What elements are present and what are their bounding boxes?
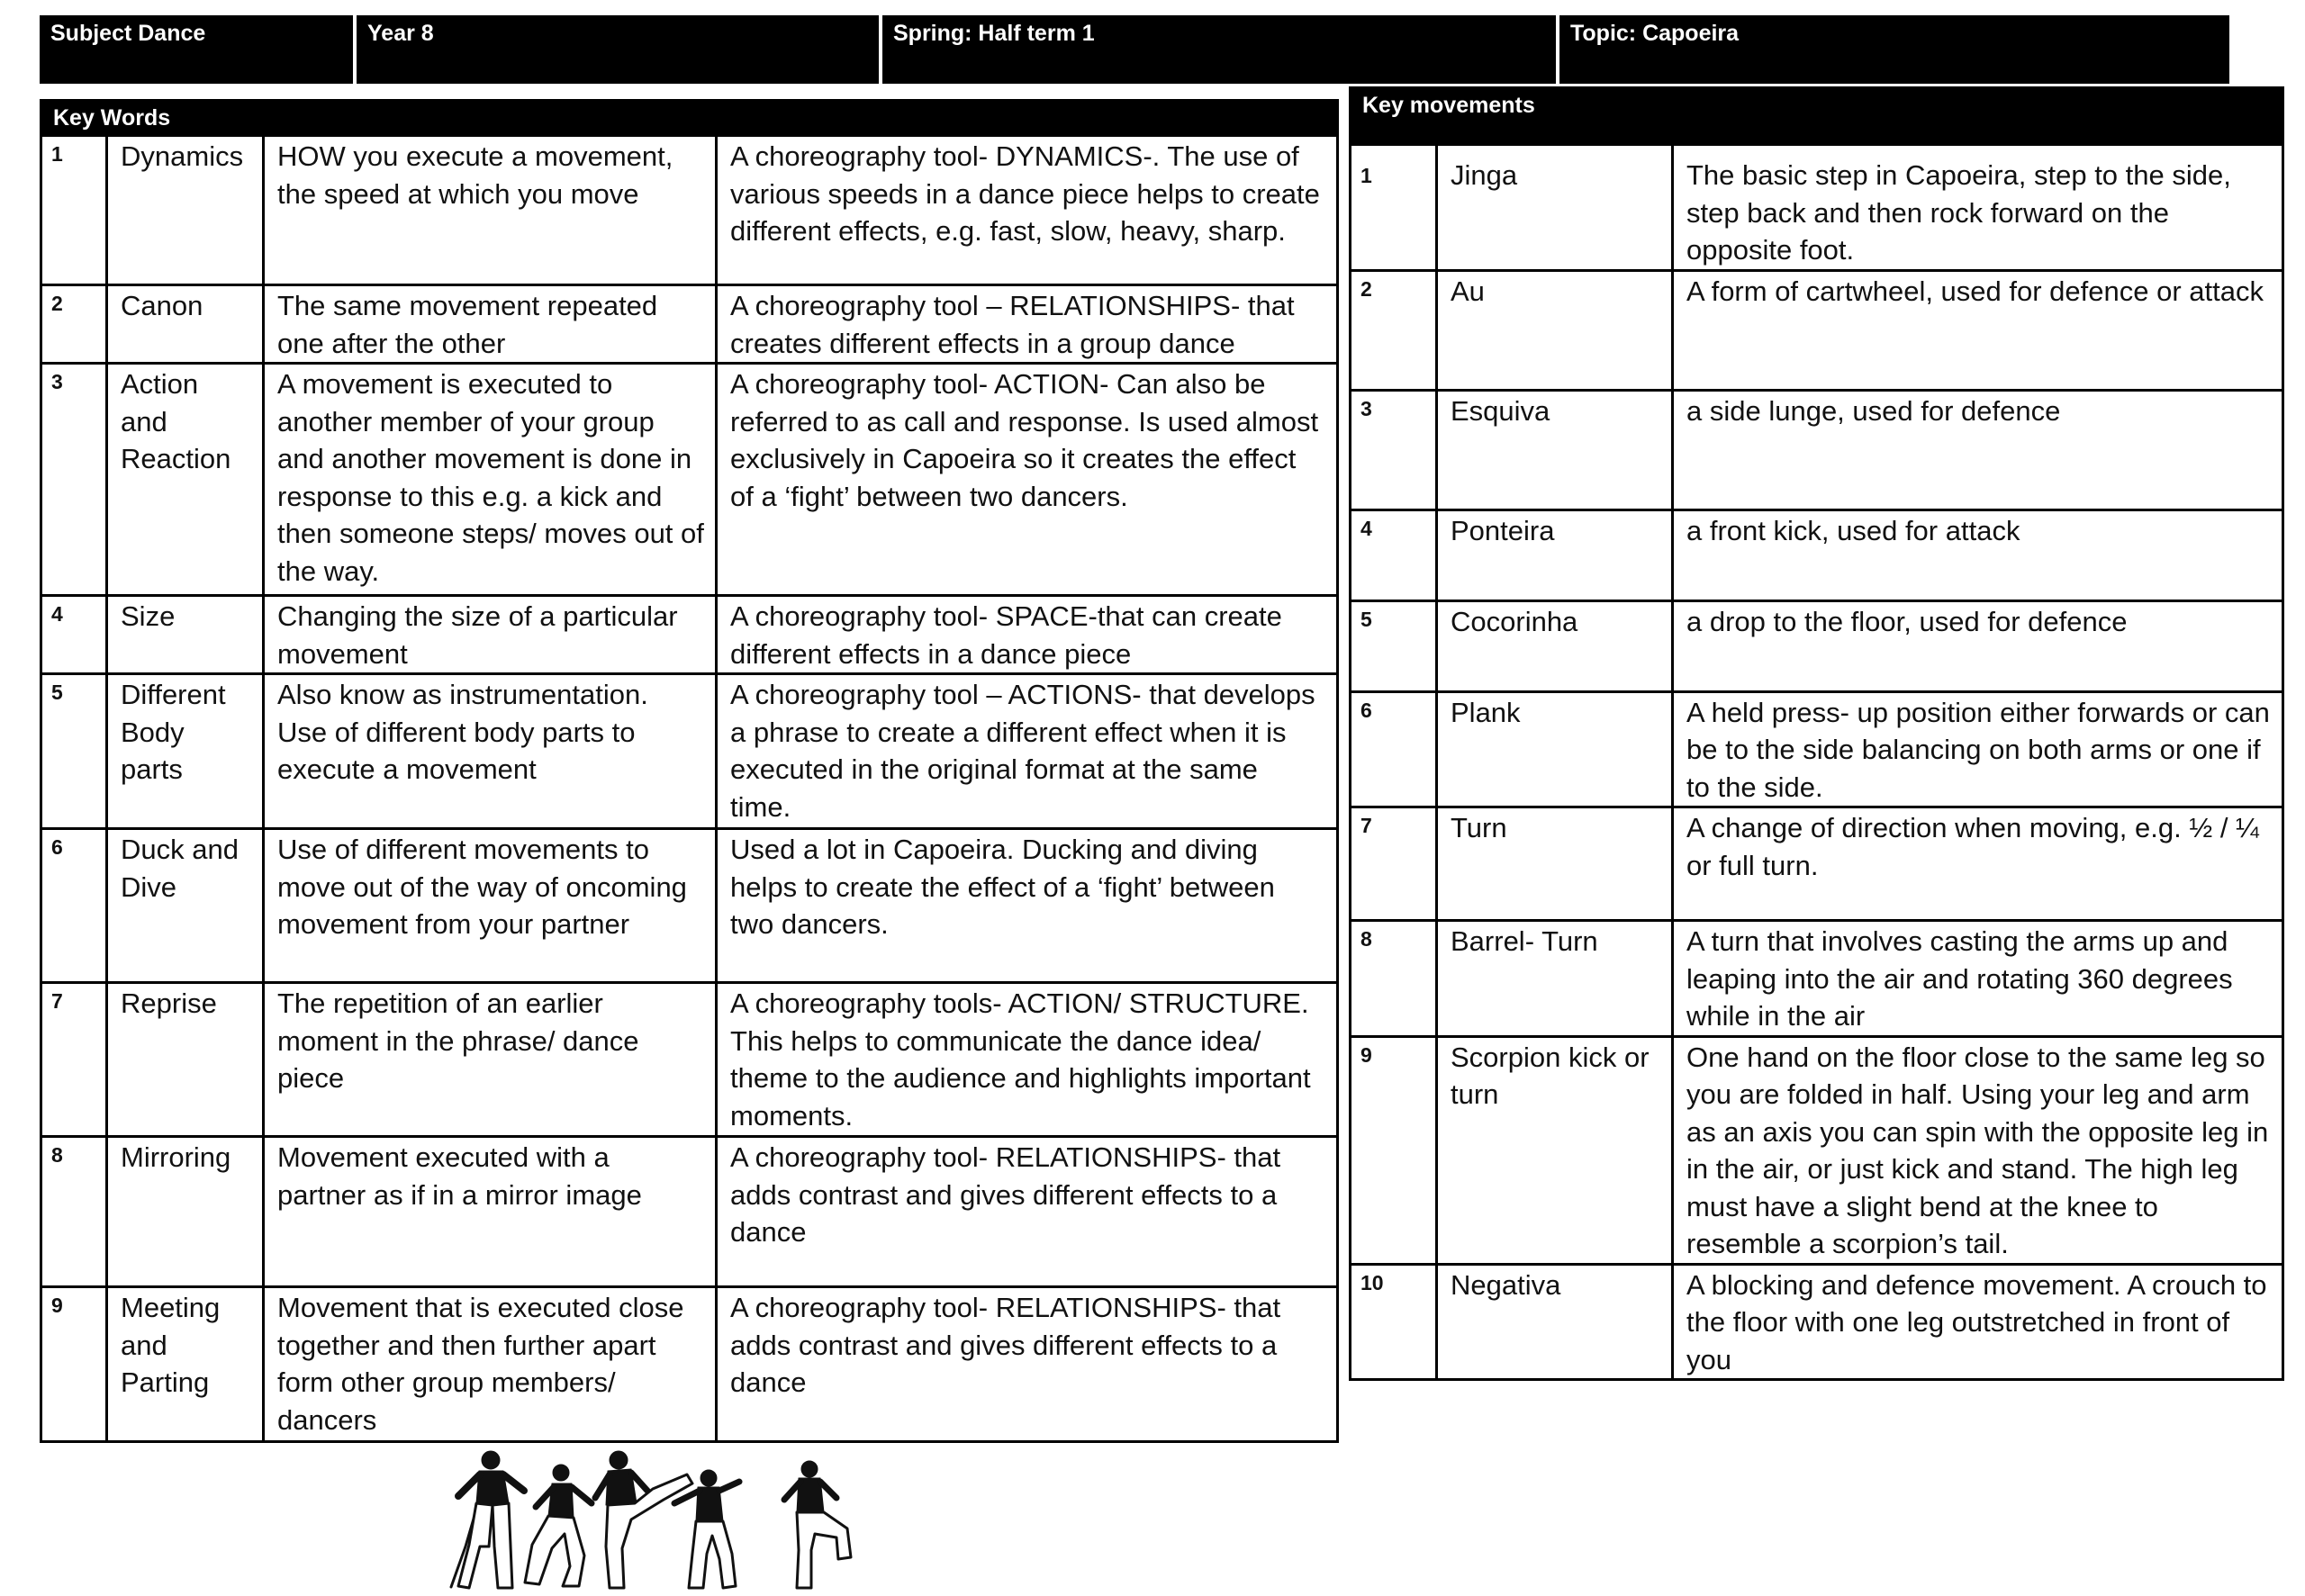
key-word-term: Dynamics — [107, 136, 264, 285]
row-number: 10 — [1351, 1264, 1437, 1380]
row-number: 5 — [41, 674, 107, 829]
key-movements-header — [1351, 88, 2283, 145]
movement-description: A held press- up position either forwards or can be to the side balancing on both arms or one if to the side. — [1673, 691, 2283, 807]
key-word-definition: Also know as instrumentation. Use of different body parts to execute a movement — [264, 674, 717, 829]
table-row — [41, 285, 1338, 364]
movement-description: A form of cartwheel, used for defence or attack — [1673, 270, 2283, 390]
table-row — [41, 983, 1338, 1137]
row-number: 7 — [1351, 807, 1437, 921]
key-word-tool: A choreography tools- ACTION/ STRUCTURE. This helps to communicate the dance idea/ theme to the audience and highlights important moments. — [717, 983, 1338, 1137]
row-number: 2 — [41, 285, 107, 364]
subject-label: Subject Dance — [40, 15, 357, 84]
movement-name: Esquiva — [1437, 390, 1673, 509]
row-number: 1 — [41, 136, 107, 285]
row-number: 3 — [1351, 390, 1437, 509]
capoeira-dancers-icon — [438, 1447, 853, 1596]
movement-description: One hand on the floor close to the same leg so you are folded in half. Using your leg and arm as an axis you can spin with the opposite leg in in the air, or just kick and stand. The high leg must have a slight bend at the knee to resemble a scorpion’s tail. — [1673, 1036, 2283, 1264]
movement-description: a front kick, used for attack — [1673, 509, 2283, 600]
key-word-term: Reprise — [107, 983, 264, 1137]
key-word-tool: Used a lot in Capoeira. Ducking and diving helps to create the effect of a ‘fight’ between two dancers. — [717, 829, 1338, 983]
movement-name: Cocorinha — [1437, 600, 1673, 691]
table-row — [41, 136, 1338, 285]
key-word-tool: A choreography tool – ACTIONS- that develops a phrase to create a different effect when it is executed in the original format at the same time. — [717, 674, 1338, 829]
key-word-tool: A choreography tool- DYNAMICS-. The use of various speeds in a dance piece helps to create different effects, e.g. fast, slow, heavy, sharp. — [717, 136, 1338, 285]
table-row — [1351, 600, 2283, 691]
key-word-tool: A choreography tool- SPACE-that can create different effects in a dance piece — [717, 596, 1338, 674]
table-row — [41, 596, 1338, 674]
table-row — [1351, 270, 2283, 390]
movement-name: Turn — [1437, 807, 1673, 921]
movement-description: A turn that involves casting the arms up and leaping into the air and rotating 360 degrees while in the air — [1673, 921, 2283, 1037]
table-row — [1351, 691, 2283, 807]
key-word-definition: Use of different movements to move out of the way of oncoming movement from your partner — [264, 829, 717, 983]
key-word-term: Meeting and Parting — [107, 1287, 264, 1442]
term-label: Spring: Half term 1 — [882, 15, 1559, 84]
row-number: 6 — [41, 829, 107, 983]
key-word-tool: A choreography tool – RELATIONSHIPS- that creates different effects in a group dance — [717, 285, 1338, 364]
row-number: 8 — [1351, 921, 1437, 1037]
key-word-definition: The same movement repeated one after the other — [264, 285, 717, 364]
header-bar — [40, 15, 2229, 84]
row-number: 2 — [1351, 270, 1437, 390]
movement-name: Barrel- Turn — [1437, 921, 1673, 1037]
row-number: 9 — [1351, 1036, 1437, 1264]
table-row — [1351, 145, 2283, 271]
key-word-definition: HOW you execute a movement, the speed at which you move — [264, 136, 717, 285]
movement-name: Jinga — [1437, 145, 1673, 271]
movement-name: Ponteira — [1437, 509, 1673, 600]
movement-name: Scorpion kick or turn — [1437, 1036, 1673, 1264]
movement-description: a side lunge, used for defence — [1673, 390, 2283, 509]
key-words-header-blank — [717, 101, 1338, 136]
key-word-term: Canon — [107, 285, 264, 364]
table-row — [41, 1137, 1338, 1287]
table-row — [41, 674, 1338, 829]
row-number: 1 — [1351, 145, 1437, 271]
table-row — [1351, 390, 2283, 509]
key-word-definition: Movement that is executed close together and then further apart form other group members/ dancers — [264, 1287, 717, 1442]
row-number: 7 — [41, 983, 107, 1137]
key-word-tool: A choreography tool- RELATIONSHIPS- that adds contrast and gives different effects to a dance — [717, 1137, 1338, 1287]
movement-description: a drop to the floor, used for defence — [1673, 600, 2283, 691]
row-number: 8 — [41, 1137, 107, 1287]
key-words-title: Key Words — [41, 101, 717, 136]
row-number: 6 — [1351, 691, 1437, 807]
key-word-term: Action and Reaction — [107, 364, 264, 596]
key-word-definition: A movement is executed to another member of your group and another movement is done in response to this e.g. a kick and then someone steps/ moves out of the way. — [264, 364, 717, 596]
movement-description: The basic step in Capoeira, step to the side, step back and then rock forward on the opposite foot. — [1673, 145, 2283, 271]
key-word-definition: The repetition of an earlier moment in the phrase/ dance piece — [264, 983, 717, 1137]
row-number: 5 — [1351, 600, 1437, 691]
key-words-header — [41, 101, 1338, 136]
key-movements-title: Key movements — [1351, 88, 2283, 145]
key-word-tool: A choreography tool- RELATIONSHIPS- that adds contrast and gives different effects to a dance — [717, 1287, 1338, 1442]
key-word-term: Duck and Dive — [107, 829, 264, 983]
table-row — [1351, 921, 2283, 1037]
movement-description: A change of direction when moving, e.g. ½ / ¼ or full turn. — [1673, 807, 2283, 921]
table-row — [41, 364, 1338, 596]
key-movements-table — [1349, 86, 2284, 1381]
key-word-definition: Movement executed with a partner as if in a mirror image — [264, 1137, 717, 1287]
key-words-table — [40, 99, 1339, 1443]
table-row — [41, 1287, 1338, 1442]
row-number: 4 — [41, 596, 107, 674]
row-number: 3 — [41, 364, 107, 596]
movement-name: Negativa — [1437, 1264, 1673, 1380]
movement-description: A blocking and defence movement. A crouch to the floor with one leg outstretched in front of you — [1673, 1264, 2283, 1380]
year-label: Year 8 — [357, 15, 882, 84]
table-row — [41, 829, 1338, 983]
row-number: 4 — [1351, 509, 1437, 600]
topic-label: Topic: Capoeira — [1570, 21, 1740, 46]
movement-name: Au — [1437, 270, 1673, 390]
table-row — [1351, 1036, 2283, 1264]
key-word-term: Different Body parts — [107, 674, 264, 829]
movement-name: Plank — [1437, 691, 1673, 807]
key-word-term: Mirroring — [107, 1137, 264, 1287]
table-row — [1351, 807, 2283, 921]
key-word-term: Size — [107, 596, 264, 674]
row-number: 9 — [41, 1287, 107, 1442]
table-row — [1351, 1264, 2283, 1380]
key-word-definition: Changing the size of a particular movement — [264, 596, 717, 674]
key-word-tool: A choreography tool- ACTION- Can also be referred to as call and response. Is used almost exclusively in Capoeira so it creates the effect of a ‘fight’ between two dancers. — [717, 364, 1338, 596]
table-row — [1351, 509, 2283, 600]
